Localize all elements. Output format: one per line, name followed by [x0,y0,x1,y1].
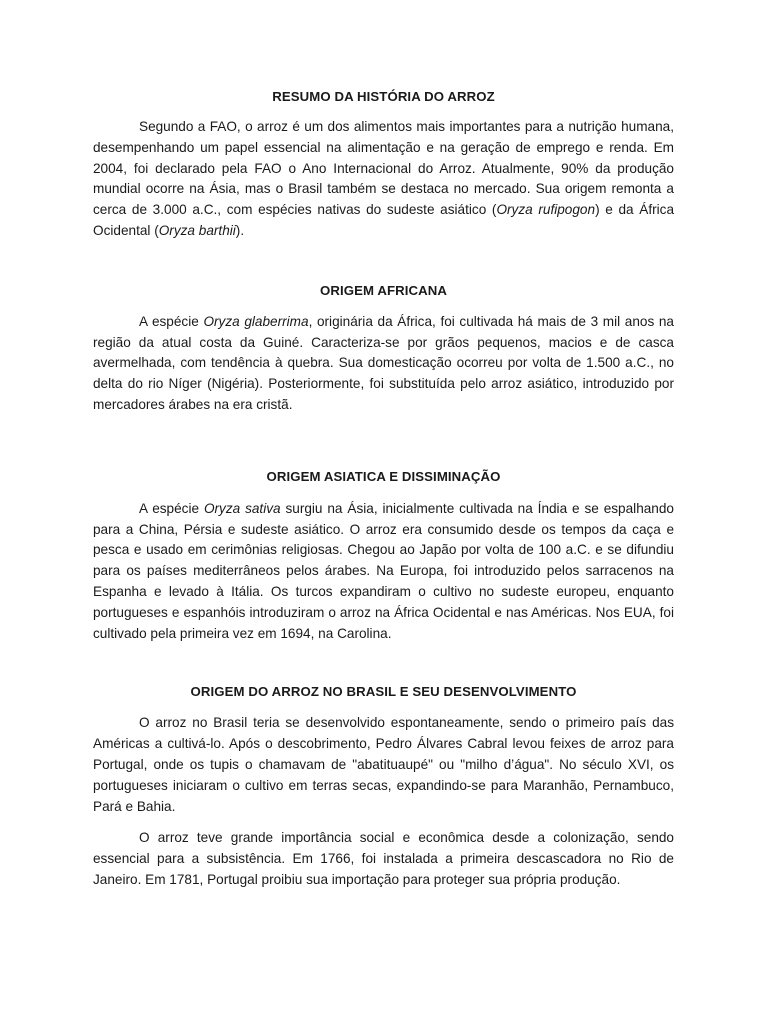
brazil-paragraph-2: O arroz teve grande importância social e econômica desde a colonização, sendo essencial para a subsistência. Em 1766, foi instalada a primeira descascadora no Rio de Janeiro. Em 1781, Portugal proibiu sua importação para proteger sua própria produção. [93,830,674,887]
species-name: Oryza sativa [203,500,281,516]
asian-origin-paragraph: A espécie Oryza sativa surgiu na Ásia, inicialmente cultivada na Índia e se espalhando para a China, Pérsia e sudeste asiático. O arroz era consumido desde os tempos da caça e pesca e usado em cerimônias religiosas. Chegou ao Japão por volta de 100 a.C. e se difundiu para os países mediterrâneos pelos árabes. Na Europa, foi introduzido pelos sarracenos na Espanha e levado à Itália. Os turcos expandiram o cultivo no sudeste europeu, enquanto portugueses e espanhóis introduziram o arroz na África Ocidental e nas Américas. Nos EUA, foi cultivado pela primeira vez em 1694, na Carolina. [93,500,674,641]
section-title-african-origin: ORIGEM AFRICANA [319,282,448,298]
species-name: Oryza rufipogon [496,202,596,218]
document-title: RESUMO DA HISTÓRIA DO ARROZ [272,89,495,104]
brazil-paragraph-1: O arroz no Brasil teria se desenvolvido espontaneamente, sendo o primeiro país das Américas a cultivá-lo. Após o descobrimento, Pedro Álvares Cabral levou feixes de arroz para Portugal, onde os tupis o chamavam de "abatituaupé" ou "milho d’água". No século XVI, os portugueses iniciaram o cultivo em terras secas, expandindo-se para Maranhão, Pernambuco, Pará e Bahia. [93,715,674,814]
species-name: Oryza glaberrima [203,313,309,329]
intro-paragraph: Segundo a FAO, o arroz é um dos alimentos mais importantes para a nutrição humana, desempenhando um papel essencial na alimentação e na geração de emprego e renda. Em 2004, foi declarado pela FAO o Ano Internacional do Arroz. Atualmente, 90% da produção mundial ocorre na Ásia, mas o Brasil também se destaca no mercado. Sua origem remonta a cerca de 3.000 a.C., com espécies nativas do sudeste asiático (Oryza rufipogon) e da África Ocidental (Oryza barthii). [93,119,674,238]
document-page [93,88,674,891]
section-title-asian-origin: ORIGEM ASIATICA E DISSIMINAÇÃO [266,468,501,484]
section-title-brazil-origin: ORIGEM DO ARROZ NO BRASIL E SEU DESENVOLVIMENTO [190,684,577,700]
species-name: Oryza barthii [158,222,236,238]
african-origin-paragraph: A espécie Oryza glaberrima, originária da África, foi cultivada há mais de 3 mil anos na região da atual costa da Guiné. Caracteriza-se por grãos pequenos, macios e de casca avermelhada, com tendência à quebra. Sua domesticação ocorreu por volta de 1.500 a.C., no delta do rio Níger (Nigéria). Posteriormente, foi substituída pelo arroz asiático, introduzido por mercadores árabes na era cristã. [93,313,674,412]
